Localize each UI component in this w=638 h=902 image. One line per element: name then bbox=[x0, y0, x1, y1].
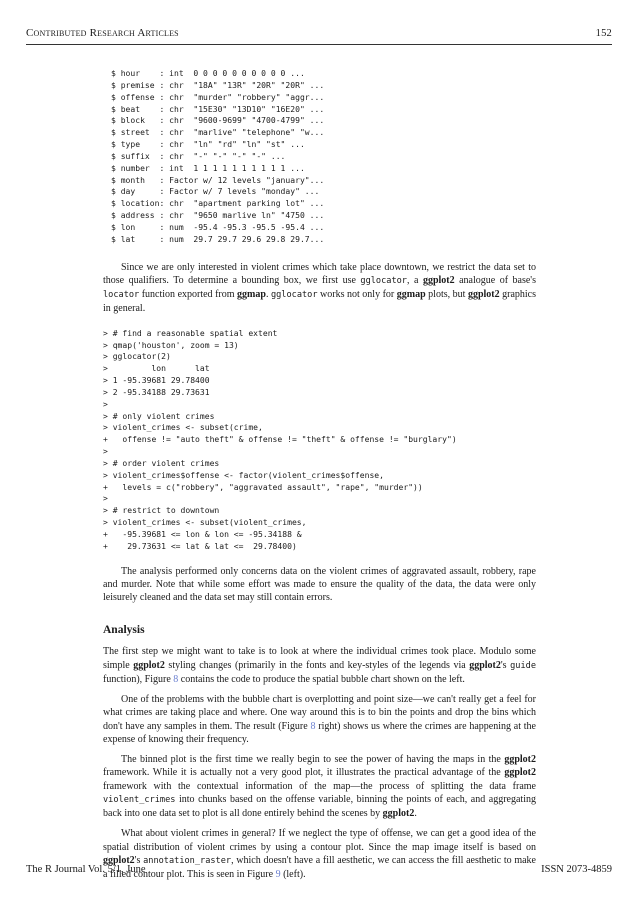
code-line: > # find a reasonable spatial extent bbox=[103, 328, 278, 338]
page-header bbox=[26, 27, 612, 39]
issn: ISSN 2073-4859 bbox=[541, 864, 612, 875]
figure-ref-8[interactable]: 8 bbox=[310, 720, 316, 732]
header-rule bbox=[26, 44, 612, 45]
code-line: > bbox=[103, 494, 108, 504]
code-line: > violent_crimes$offense <- factor(violent_crimes$offense, bbox=[103, 470, 384, 480]
code-line: $ hour : int 0 0 0 0 0 0 0 0 0 0 ... bbox=[111, 69, 305, 78]
code-line: $ type : chr "ln" "rd" "ln" "st" ... bbox=[111, 140, 305, 150]
paragraph-bounding-box: Since we are only interested in violent crimes which take place downtown, we restrict the data set to those qualifiers. To determine a bounding box, we first use gglocator, a ggplot2 analogue of base's locator function exported from ggmap. gglocator works not only for ggmap plots, but ggplot2 graphics in general. bbox=[103, 261, 536, 315]
code-line: $ beat : chr "15E30" "13D10" "16E20" ... bbox=[111, 104, 325, 114]
code-line: $ location: chr "apartment parking lot" ... bbox=[111, 199, 325, 209]
figure-ref-8[interactable]: 8 bbox=[173, 673, 179, 685]
code-line: + levels = c("robbery", "aggravated assault", "rape", "murder")) bbox=[103, 482, 423, 492]
code-line: $ offense : chr "murder" "robbery" "aggr... bbox=[111, 92, 325, 102]
code-line: $ street : chr "marlive" "telephone" "w... bbox=[111, 128, 325, 138]
str-output-block bbox=[111, 68, 536, 246]
paragraph-contour-plot: What about violent crimes in general? If we neglect the type of offense, we can get a good idea of the spatial distribution of violent crimes by using a contour plot. Since the map image itself is based on ggplot2's annotation_raster, which doesn't have a fill aesthetic, we can access the fill aesthetic to make a filled contour plot. This is seen in Figure 9 (left). bbox=[103, 828, 536, 881]
code-line: > # restrict to downtown bbox=[103, 506, 220, 516]
paragraph-binned-plot: The binned plot is the first time we really begin to see the power of having the maps in the ggplot2 framework. While it is actually not a very good plot, it illustrates the practical advantage of the ggplot2 framework with the contextual information of the map—the process of splitting the data frame violent_crimes into chunks based on the offense variable, binning the points of each, and aggregating back into one data set to plot is all done entirely behind the scenes by ggplot2. bbox=[103, 754, 536, 820]
page-footer bbox=[26, 864, 612, 875]
code-line: > gglocator(2) bbox=[103, 352, 171, 362]
code-line: > violent_crimes <- subset(violent_crimes, bbox=[103, 518, 307, 528]
article-body bbox=[103, 68, 536, 881]
code-line: > lon lat bbox=[103, 364, 210, 374]
code-block-subset bbox=[103, 328, 536, 553]
page-number: 152 bbox=[595, 28, 612, 39]
code-line: $ day : Factor w/ 7 levels "monday" ... bbox=[111, 187, 320, 197]
code-line: > 1 -95.39681 29.78400 bbox=[103, 376, 210, 386]
paragraph-first-step: The first step we might want to take is to look at where the individual crimes took place. Modulo some simple ggplot2 styling changes (primarily in the fonts and key-styles of the legends via ggplot2's guide function), Figure 8 contains the code to produce the spatial bubble chart shown on the left. bbox=[103, 646, 536, 685]
code-line: $ month : Factor w/ 12 levels "january"... bbox=[111, 175, 325, 185]
code-line: + 29.73631 <= lat & lat <= 29.78400) bbox=[103, 541, 297, 551]
code-line: + -95.39681 <= lon & lon <= -95.34188 & bbox=[103, 530, 302, 539]
code-line: > 2 -95.34188 29.73631 bbox=[103, 387, 210, 397]
code-line: > # only violent crimes bbox=[103, 411, 215, 421]
code-line: $ lon : num -95.4 -95.3 -95.5 -95.4 ... bbox=[111, 222, 325, 232]
code-line: $ address : chr "9650 marlive ln" "4750 ... bbox=[111, 211, 325, 221]
code-line: > bbox=[103, 399, 108, 409]
code-line: $ lat : num 29.7 29.7 29.6 29.8 29.7... bbox=[111, 234, 325, 244]
figure-ref-9[interactable]: 9 bbox=[275, 869, 281, 881]
code-line: $ number : int 1 1 1 1 1 1 1 1 1 1 ... bbox=[111, 163, 305, 173]
paragraph-overplotting: One of the problems with the bubble chart is overplotting and point size—we can't really get a feel for what crimes are taking place and where. One way around this is to bin the points and drop the bins which don't have any samples in them. The result (Figure 8 right) shows us where the crimes are happening at the expense of knowing their frequency. bbox=[103, 694, 536, 745]
code-line: > violent_crimes <- subset(crime, bbox=[103, 423, 263, 433]
code-line: $ block : chr "9600-9699" "4700-4799" ... bbox=[111, 116, 325, 126]
code-line: $ suffix : chr "-" "-" "-" "-" ... bbox=[111, 151, 286, 161]
section-heading-analysis: Analysis bbox=[103, 624, 145, 637]
code-line: + offense != "auto theft" & offense != "theft" & offense != "burglary") bbox=[103, 435, 457, 445]
paragraph-analysis-scope: The analysis performed only concerns data on the violent crimes of aggravated assault, robbery, rape and murder. Note that while some effort was made to ensure the quality of the data, the data were only leisurely cleaned and the data set may still contain errors. bbox=[103, 565, 536, 604]
code-line: > qmap('houston', zoom = 13) bbox=[103, 340, 239, 350]
code-line: $ premise : chr "18A" "13R" "20R" "20R" ... bbox=[111, 80, 325, 90]
code-line: > bbox=[103, 447, 108, 457]
journal-issue: The R Journal Vol. 5/1, June bbox=[26, 864, 146, 875]
code-line: > # order violent crimes bbox=[103, 458, 220, 468]
journal-section-title: Contributed Research Articles bbox=[26, 27, 179, 39]
